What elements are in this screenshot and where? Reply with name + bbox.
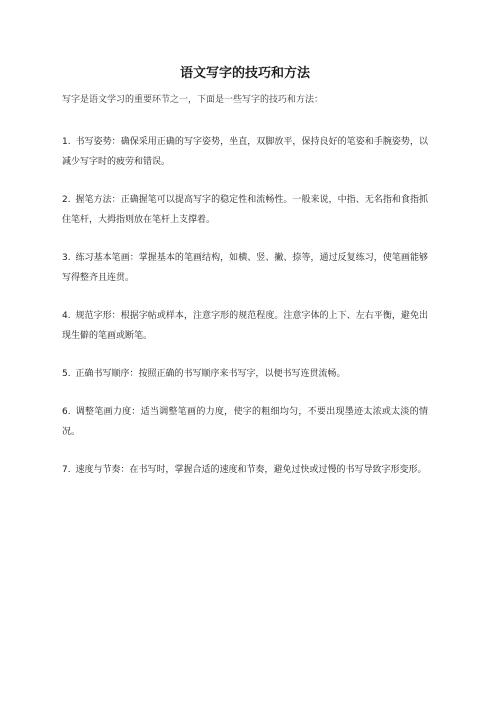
item-number: 3. bbox=[62, 253, 71, 263]
list-item bbox=[62, 402, 428, 442]
list-item bbox=[62, 132, 428, 172]
document-title: 语文写字的技巧和方法 bbox=[179, 66, 310, 81]
item-text: 书写姿势：确保采用正确的写字姿势，坐直，双脚放平，保持良好的笔姿和手腕姿势，以减少写字时的疲劳和错误。 bbox=[62, 137, 428, 167]
item-text: 练习基本笔画：掌握基本的笔画结构，如横、竖、撇、捺等，通过反复练习，使笔画能够写得整齐且连贯。 bbox=[62, 253, 428, 283]
list-item bbox=[62, 248, 428, 288]
document-intro: 写字是语文学习的重要环节之一，下面是一些写字的技巧和方法： bbox=[62, 95, 324, 105]
item-number: 6. bbox=[62, 407, 71, 417]
item-text: 正确书写顺序：按照正确的书写顺序来书写字，以便书写连贯流畅。 bbox=[75, 369, 346, 379]
item-text: 调整笔画力度：适当调整笔画的力度，使字的粗细均匀，不要出现墨迹太浓或太淡的情况。 bbox=[62, 407, 428, 437]
item-text: 规范字形：根据字帖或样本，注意字形的规范程度。注意字体的上下、左右平衡，避免出现生僻的笔画或断笔。 bbox=[62, 311, 428, 341]
item-number: 4. bbox=[62, 311, 71, 321]
list-item bbox=[62, 306, 428, 346]
item-text: 握笔方法：正确握笔可以提高写字的稳定性和流畅性。一般来说，中指、无名指和食指抓住笔杆，大拇指则放在笔杆上支撑着。 bbox=[62, 195, 428, 225]
item-number: 5. bbox=[62, 369, 71, 379]
list-item bbox=[62, 460, 428, 480]
item-number: 2. bbox=[62, 195, 71, 205]
item-number: 7. bbox=[62, 465, 71, 475]
list-item bbox=[62, 364, 428, 384]
item-list bbox=[62, 132, 428, 480]
item-text: 速度与节奏：在书写时，掌握合适的速度和节奏，避免过快或过慢的书写导致字形变形。 bbox=[75, 465, 427, 475]
item-number: 1. bbox=[62, 137, 71, 147]
list-item bbox=[62, 190, 428, 230]
